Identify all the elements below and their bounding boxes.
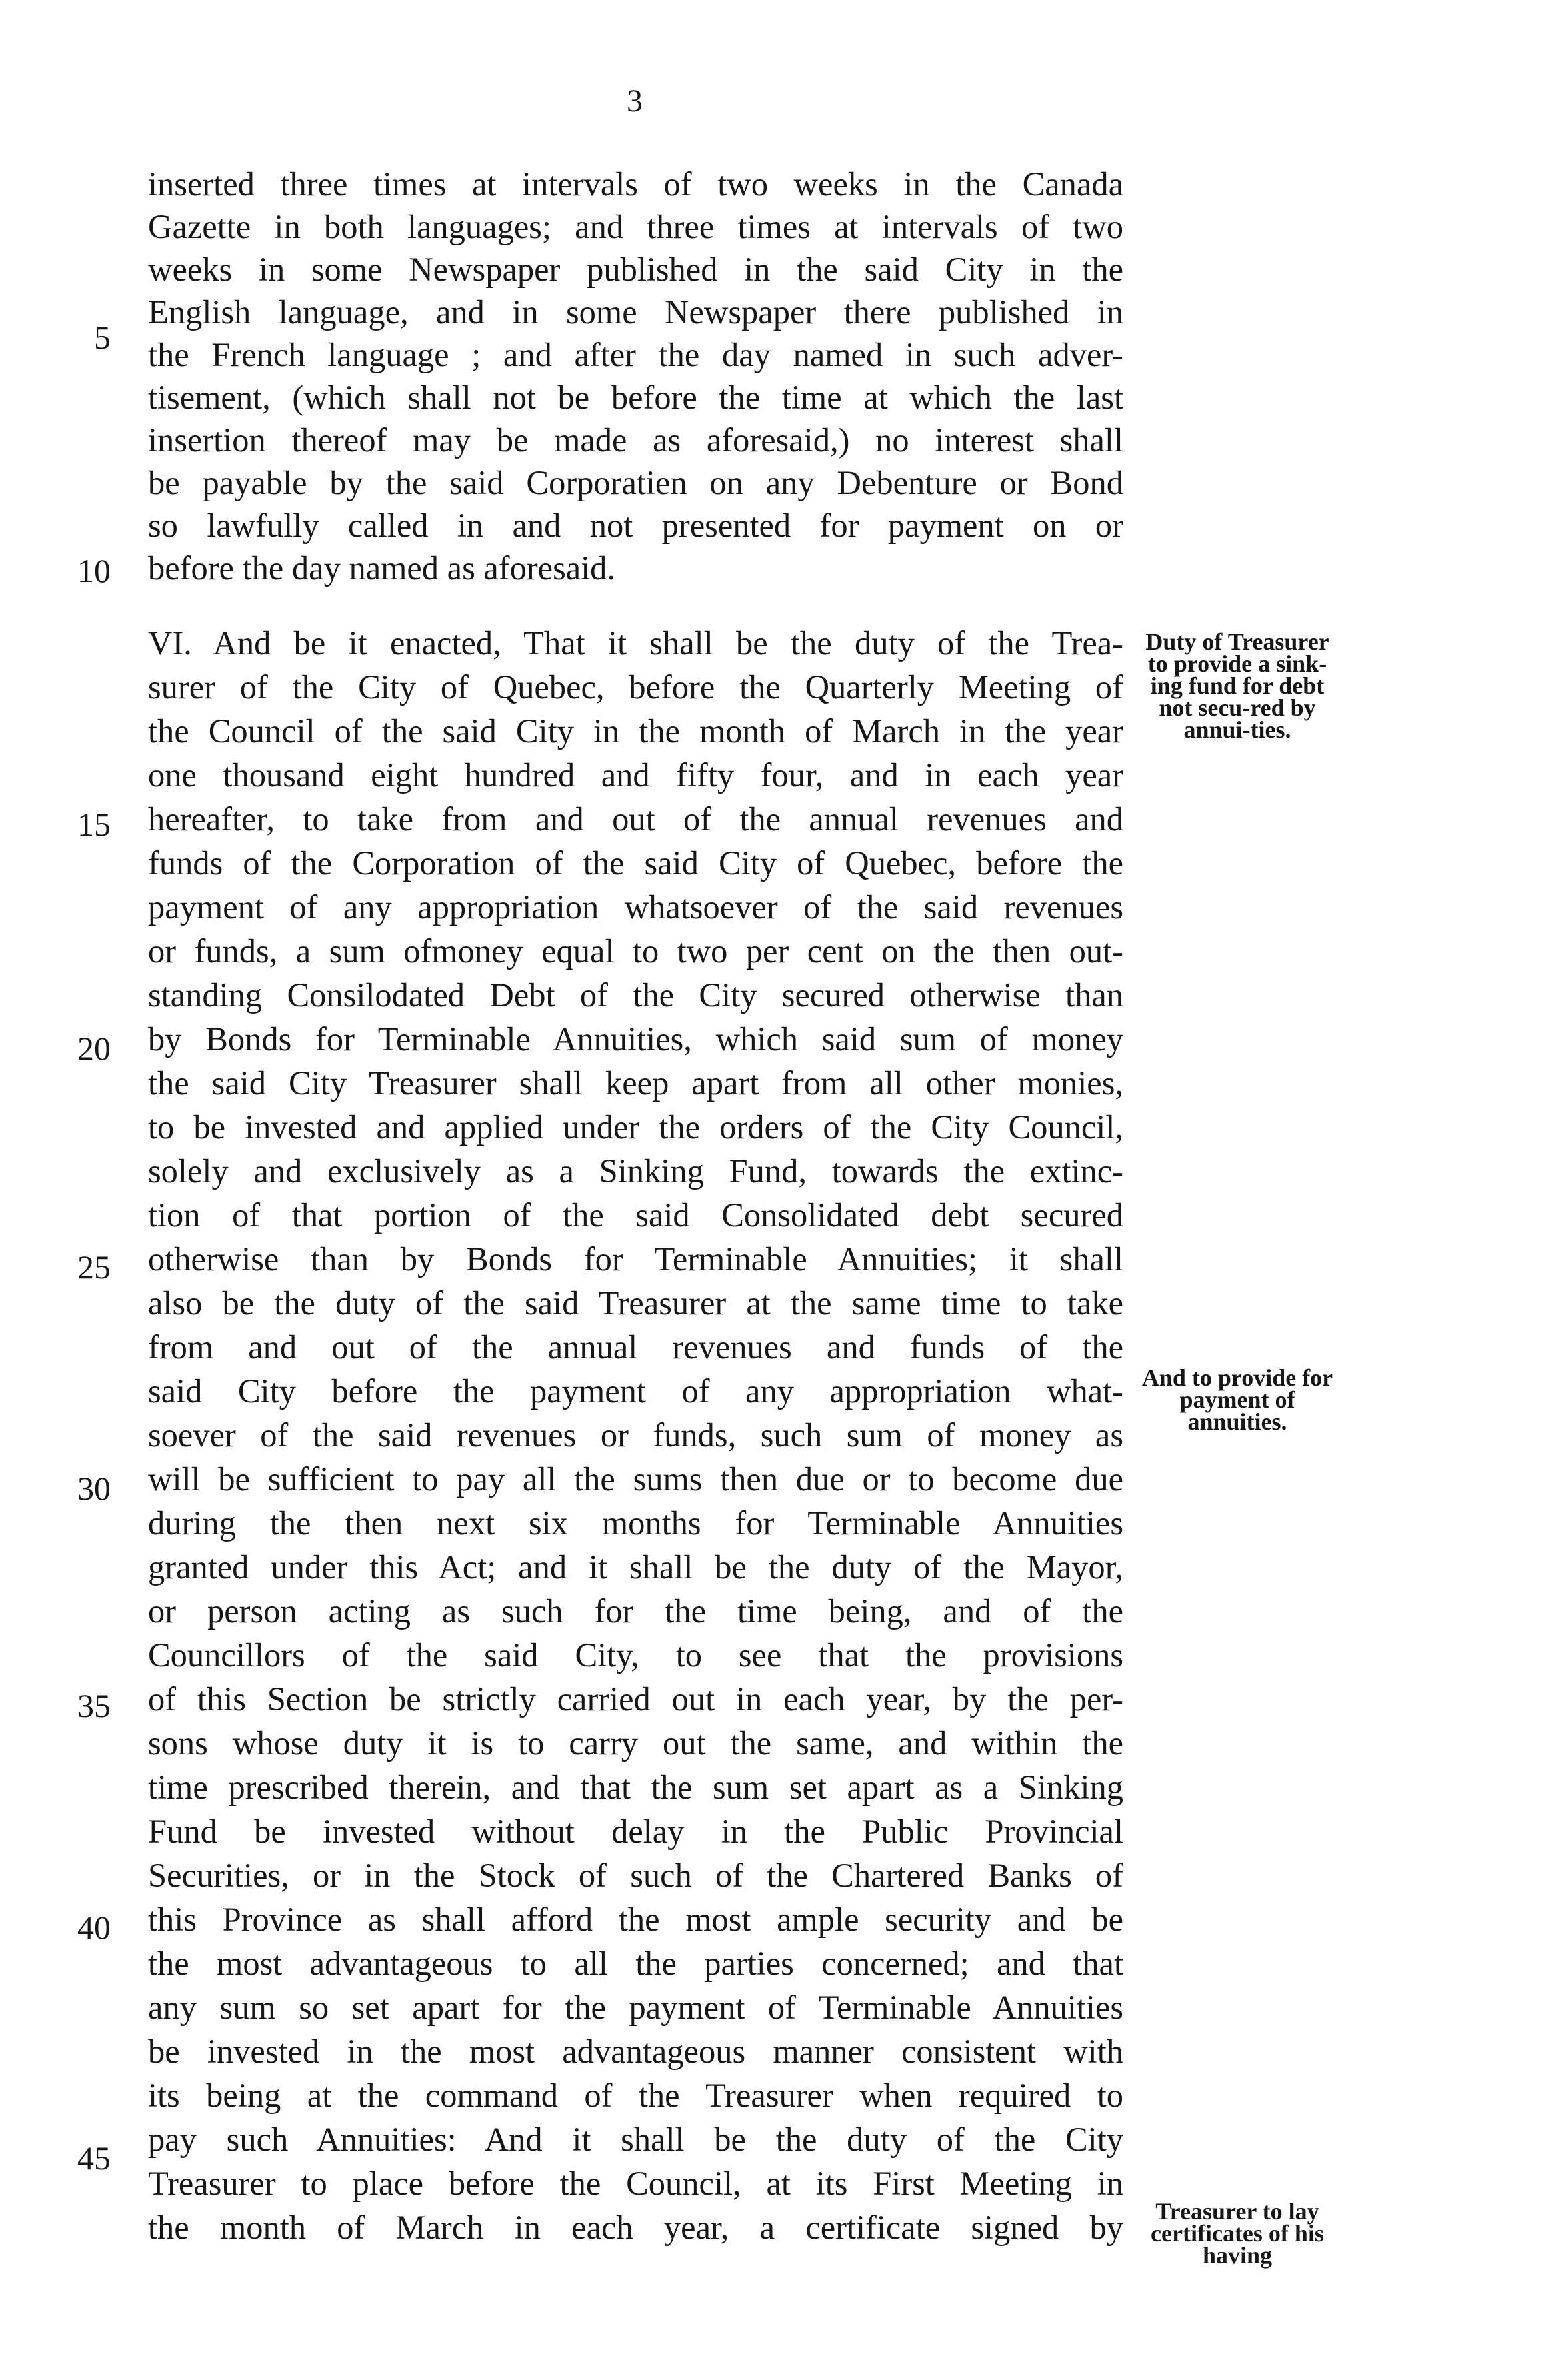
text-line: tisement, (which shall not be before the time at which the last [148, 379, 1123, 416]
text-line: hereafter, to take from and out of the annual revenues and [148, 800, 1123, 838]
text-line: or funds, a sum ofmoney equal to two per cent on the then out- [148, 932, 1123, 970]
line-number: 5 [94, 319, 111, 356]
text-line: the said City Treasurer shall keep apart from all other monies, [148, 1064, 1123, 1102]
text-line: Treasurer to place before the Council, at its First Meeting in [148, 2165, 1123, 2202]
margin-note-duty-of-treasurer: Duty of Treasurer to provide a sink-ing fund for debt not secu-red by annui-ties. [1145, 628, 1329, 743]
text-line: be payable by the said Corporatien on any Debenture or Bond [148, 464, 1123, 501]
text-line: so lawfully called in and not presented for payment on or [148, 507, 1123, 544]
text-line: the French language ; and after the day named in such adver- [148, 336, 1123, 373]
text-line: standing Consilodated Debt of the City secured otherwise than [148, 976, 1123, 1014]
line-number: 20 [77, 1030, 111, 1067]
text-line: solely and exclusively as a Sinking Fund, towards the extinc- [148, 1152, 1123, 1190]
text-line: be invested in the most advantageous manner consistent with [148, 2033, 1123, 2070]
text-line: tion of that portion of the said Consolidated debt secured [148, 1196, 1123, 1234]
margin-note-provide-for-annuities: And to provide for payment of annuities. [1141, 1364, 1333, 1435]
line-number: 10 [77, 552, 111, 589]
text-line: the Council of the said City in the month of March in the year [148, 712, 1123, 750]
text-line: funds of the Corporation of the said City of Quebec, before the [148, 844, 1123, 882]
text-line: before the day named as aforesaid. [148, 549, 616, 587]
text-line: the month of March in each year, a certificate signed by [148, 2209, 1123, 2246]
text-line: otherwise than by Bonds for Terminable Annuities; it shall [148, 1240, 1123, 1278]
text-line: this Province as shall afford the most ample security and be [148, 1901, 1123, 1938]
text-line: Fund be invested without delay in the Public Provincial [148, 1813, 1123, 1850]
margin-note-treasurer-certificates: Treasurer to lay certificates of his having [1151, 2198, 1324, 2269]
line-number: 35 [77, 1687, 111, 1724]
text-line: said City before the payment of any appropriation what- [148, 1372, 1123, 1410]
text-line: of this Section be strictly carried out in each year, by the per- [148, 1680, 1123, 1718]
text-line: insertion thereof may be made as aforesaid,) no interest shall [148, 421, 1123, 459]
text-line: payment of any appropriation whatsoever of the said revenues [148, 888, 1123, 926]
text-line: sons whose duty it is to carry out the same, and within the [148, 1724, 1123, 1762]
text-line: Gazette in both languages; and three times at intervals of two [148, 208, 1123, 245]
page-number: 3 [627, 83, 643, 119]
text-line: one thousand eight hundred and fifty four, and in each year [148, 756, 1123, 794]
line-number: 40 [77, 1909, 111, 1946]
text-line: any sum so set apart for the payment of Terminable Annuities [148, 1989, 1123, 2026]
line-number: 30 [77, 1470, 111, 1507]
text-line: soever of the said revenues or funds, such sum of money as [148, 1416, 1123, 1454]
text-line: Councillors of the said City, to see that the provisions [148, 1636, 1123, 1674]
line-number: 15 [77, 806, 111, 843]
text-line: Securities, or in the Stock of such of the Chartered Banks of [148, 1857, 1123, 1894]
text-line: weeks in some Newspaper published in the said City in the [148, 251, 1123, 288]
text-line: English language, and in some Newspaper there published in [148, 293, 1123, 331]
text-line: by Bonds for Terminable Annuities, which said sum of money [148, 1020, 1123, 1058]
text-line: also be the duty of the said Treasurer at the same time to take [148, 1284, 1123, 1322]
text-line: during the then next six months for Terminable Annuities [148, 1504, 1123, 1542]
text-line: surer of the City of Quebec, before the Quarterly Meeting of [148, 668, 1123, 706]
text-line: to be invested and applied under the orders of the City Council, [148, 1108, 1123, 1146]
text-line: granted under this Act; and it shall be the duty of the Mayor, [148, 1548, 1123, 1586]
text-line: will be sufficient to pay all the sums then due or to become due [148, 1460, 1123, 1498]
text-line: inserted three times at intervals of two weeks in the Canada [148, 165, 1123, 203]
text-line: the most advantageous to all the parties concerned; and that [148, 1945, 1123, 1982]
text-line: or person acting as such for the time being, and of the [148, 1592, 1123, 1630]
text-line: pay such Annuities: And it shall be the duty of the City [148, 2121, 1123, 2158]
line-number: 45 [77, 2139, 111, 2177]
text-line: VI. And be it enacted, That it shall be the duty of the Trea- [148, 624, 1123, 662]
text-line: time prescribed therein, and that the sum set apart as a Sinking [148, 1768, 1123, 1806]
text-line: from and out of the annual revenues and funds of the [148, 1328, 1123, 1366]
text-line: its being at the command of the Treasurer when required to [148, 2077, 1123, 2114]
line-number: 25 [77, 1248, 111, 1286]
